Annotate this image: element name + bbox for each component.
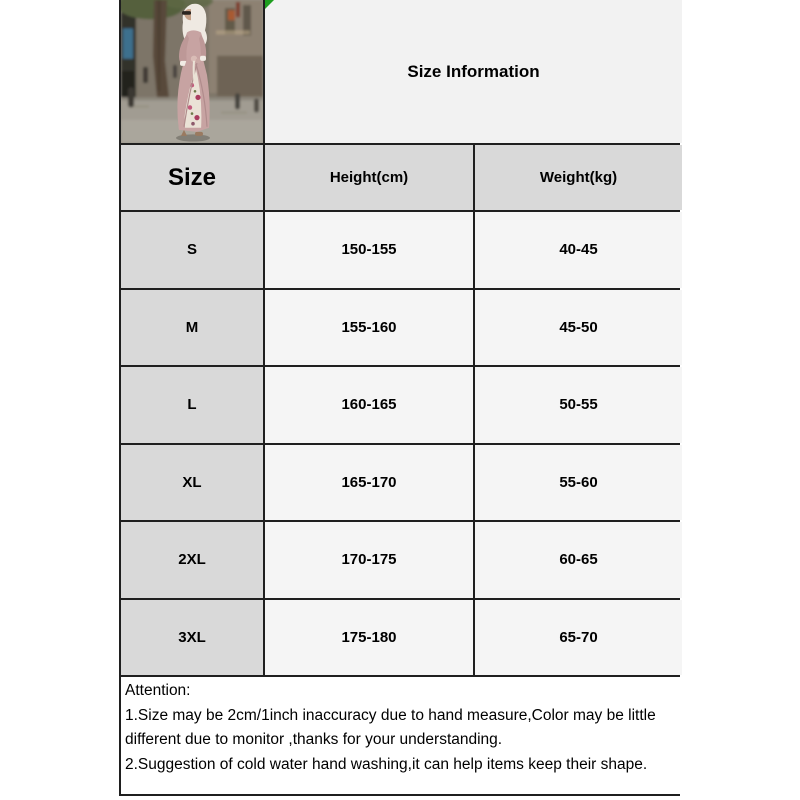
size-row-label: M (121, 290, 263, 366)
height-value: 160-165 (265, 367, 473, 443)
height-value: 170-175 (265, 522, 473, 598)
weight-value: 45-50 (475, 290, 682, 366)
column-header-weight: Weight(kg) (475, 145, 682, 210)
size-information-table (119, 0, 680, 796)
attention-line-2: 2.Suggestion of cold water hand washing,it can help items keep their shape. (125, 755, 648, 773)
product-photo-illustration (121, 0, 263, 143)
page-title: Size Information (407, 61, 540, 81)
weight-value: 60-65 (475, 522, 682, 598)
weight-value: 55-60 (475, 445, 682, 521)
size-row-label: 3XL (121, 600, 263, 676)
column-header-height: Height(cm) (265, 145, 473, 210)
size-row-label: XL (121, 445, 263, 521)
attention-line-1: 1.Size may be 2cm/1inch inaccuracy due to hand measure,Color may be little different due to monitor ,thanks for your understanding. (125, 706, 656, 748)
height-value: 175-180 (265, 600, 473, 676)
size-row-label: 2XL (121, 522, 263, 598)
size-row-label: L (121, 367, 263, 443)
attention-heading: Attention: (125, 682, 191, 699)
size-row-label: S (121, 212, 263, 288)
attention-note (121, 677, 682, 794)
weight-value: 65-70 (475, 600, 682, 676)
cell-flag-triangle-icon (265, 0, 274, 9)
height-value: 165-170 (265, 445, 473, 521)
product-photo (121, 0, 263, 143)
weight-value: 40-45 (475, 212, 682, 288)
page-title-cell (265, 0, 682, 143)
height-value: 155-160 (265, 290, 473, 366)
height-value: 150-155 (265, 212, 473, 288)
weight-value: 50-55 (475, 367, 682, 443)
column-header-size: Size (121, 145, 263, 210)
